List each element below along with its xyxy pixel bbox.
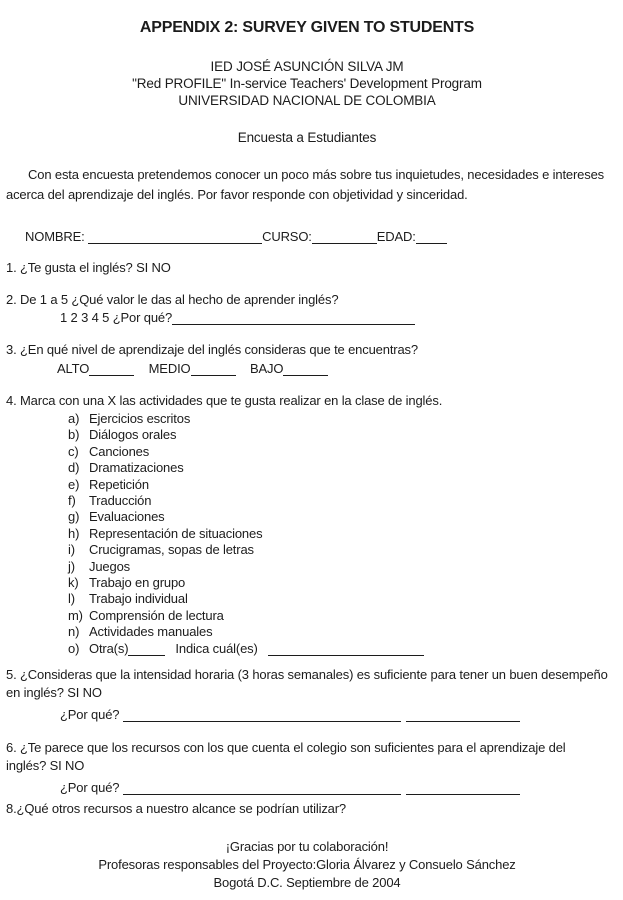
option-bajo: [250, 361, 328, 376]
item-label: Evaluaciones: [89, 509, 165, 525]
question-4: [6, 392, 608, 657]
item-label: Dramatizaciones: [89, 460, 184, 476]
list-item: [6, 427, 608, 443]
list-item: [6, 542, 608, 558]
item-letter: h): [68, 525, 80, 541]
question-3: [6, 341, 608, 378]
program-name: "Red PROFILE" In-service Teachers' Development Program: [132, 76, 482, 91]
item-letter: d): [68, 460, 80, 476]
question-5-line-2: en inglés? SI NO: [6, 685, 102, 701]
item-letter: l): [68, 591, 75, 607]
bajo-label: BAJO: [249, 361, 284, 376]
item-letter: n): [68, 624, 80, 640]
item-letter: f): [68, 493, 76, 509]
option-alto: [57, 361, 134, 376]
porque-label: ¿Por qué?: [60, 780, 120, 796]
edad-blank: [416, 229, 447, 244]
question-2-text: 2. De 1 a 5 ¿Qué valor le das al hecho de aprender inglés?: [6, 292, 339, 307]
item-letter: c): [68, 443, 79, 459]
curso-label: CURSO:: [262, 229, 312, 244]
responsible-teachers-line: Profesoras responsables del Proyecto:Gloria Álvarez y Consuelo Sánchez: [98, 857, 516, 873]
question-5-porque-row: [6, 706, 608, 724]
question-6-line-1: 6. ¿Te parece que los recursos con los que cuenta el colegio son suficientes para el aprendizaje del: [6, 740, 566, 756]
item-label: Representación de situaciones: [89, 525, 263, 541]
activities-list: [6, 411, 608, 657]
item-letter: a): [68, 411, 80, 426]
curso-blank: [312, 229, 377, 244]
appendix-title: APPENDIX 2: SURVEY GIVEN TO STUDENTS: [139, 19, 475, 36]
medio-label: MEDIO: [148, 361, 191, 376]
item-label: Traducción: [89, 493, 152, 509]
question-8: 8.¿Qué otros recursos a nuestro alcance se podrían utilizar?: [6, 801, 347, 817]
item-letter: m): [68, 607, 83, 623]
item-label: Canciones: [89, 443, 150, 459]
spacer: [258, 641, 268, 657]
item-label: Trabajo en grupo: [89, 575, 186, 591]
option-medio: [149, 361, 236, 376]
question-2-scale-row: [6, 309, 608, 327]
question-5: [6, 666, 608, 724]
list-item: [6, 608, 608, 624]
indica-label: Indica cuál(es): [175, 640, 258, 656]
nombre-label: NOMBRE:: [25, 229, 85, 244]
institution-header: [6, 58, 608, 109]
list-item: [6, 444, 608, 460]
question-4-text: 4. Marca con una X las actividades que te gusta realizar en la clase de inglés.: [6, 393, 443, 408]
porque-blank-1: [123, 780, 401, 795]
intro-line-1: Con esta encuesta pretendemos conocer un poco más sobre tus inquietudes, necesidades e intereses: [28, 167, 605, 182]
edad-label: EDAD:: [376, 229, 416, 244]
porque-blank-2: [406, 780, 520, 795]
question-5-line-1: 5. ¿Consideras que la intensidad horaria (3 horas semanales) es suficiente para tener un buen desempeño: [6, 667, 608, 683]
item-label: Comprensión de lectura: [89, 607, 224, 623]
university-name: UNIVERSIDAD NACIONAL DE COLOMBIA: [178, 93, 436, 108]
nombre-blank: [88, 229, 262, 244]
list-item: [6, 624, 608, 640]
identity-form-row: [6, 228, 608, 246]
item-letter: k): [68, 575, 79, 591]
list-item: [6, 591, 608, 607]
item-letter: i): [68, 542, 75, 558]
alto-blank: [89, 361, 134, 376]
question-2: [6, 291, 608, 327]
porque-label: ¿Por qué?: [112, 310, 173, 325]
item-label: Juegos: [89, 558, 131, 574]
question-6: [6, 739, 608, 797]
list-item: [6, 575, 608, 591]
item-letter: b): [68, 427, 80, 443]
institution-name: IED JOSÉ ASUNCIÓN SILVA JM: [210, 59, 404, 74]
otras-blank: [128, 641, 165, 656]
list-item: [6, 526, 608, 542]
list-item: [6, 411, 608, 427]
item-label: Actividades manuales: [89, 624, 213, 640]
item-label: Diálogos orales: [89, 427, 177, 443]
rating-scale: 1 2 3 4 5: [60, 310, 110, 325]
item-label: Repetición: [89, 476, 149, 492]
place-date-line: Bogotá D.C. Septiembre de 2004: [213, 875, 401, 891]
porque-blank-1: [123, 707, 401, 722]
alto-label: ALTO: [57, 361, 90, 376]
question-1: 1. ¿Te gusta el inglés? SI NO: [6, 260, 171, 275]
list-item: [6, 509, 608, 525]
porque-blank: [172, 310, 415, 325]
intro-line-2: acerca del aprendizaje del inglés. Por favor responde con objetividad y sinceridad.: [6, 187, 468, 202]
item-label: Crucigramas, sopas de letras: [89, 542, 254, 558]
item-label: Ejercicios escritos: [89, 411, 191, 426]
item-label: Trabajo individual: [89, 591, 188, 607]
list-item: [6, 477, 608, 493]
item-letter: e): [68, 476, 80, 492]
item-letter: j): [68, 558, 75, 574]
question-6-line-2: inglés? SI NO: [6, 758, 85, 774]
list-item: [6, 559, 608, 575]
medio-blank: [191, 361, 236, 376]
item-letter: g): [68, 509, 80, 525]
question-3-text: 3. ¿En qué nivel de aprendizaje del inglés consideras que te encuentras?: [6, 342, 418, 357]
survey-subtitle: Encuesta a Estudiantes: [237, 130, 377, 145]
list-item: [6, 493, 608, 509]
porque-blank-2: [406, 707, 520, 722]
question-6-porque-row: [6, 779, 608, 797]
intro-paragraph: [6, 165, 608, 205]
list-item: [6, 460, 608, 476]
list-item-otras: [6, 641, 608, 657]
question-3-options-row: [6, 359, 608, 378]
otras-label: Otra(s): [89, 640, 129, 656]
indica-blank: [268, 641, 424, 656]
item-letter: o): [68, 640, 80, 656]
bajo-blank: [283, 361, 328, 376]
thanks-line: ¡Gracias por tu colaboración!: [225, 839, 389, 855]
spacer: [165, 641, 175, 657]
footer: [6, 838, 608, 892]
porque-label: ¿Por qué?: [60, 707, 120, 723]
